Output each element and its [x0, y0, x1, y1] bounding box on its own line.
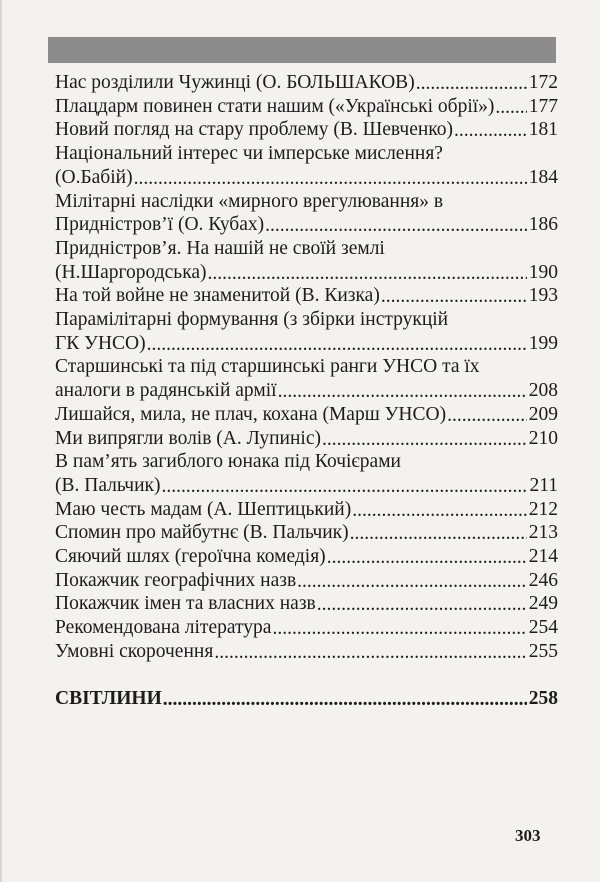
dot-leader: [208, 262, 527, 283]
toc-entry-row: [55, 166, 558, 190]
toc-entry-page: 213: [528, 522, 558, 544]
dot-leader: [134, 167, 527, 188]
toc-entry-title-line: Новий погляд на стару проблему (В. Шевченко): [55, 119, 454, 141]
dot-leader: [327, 546, 527, 567]
toc-entry-row: [55, 379, 558, 403]
toc-entry-row: [55, 118, 558, 142]
dot-leader: [147, 333, 527, 354]
dot-leader: [416, 72, 527, 93]
dot-leader: [162, 475, 528, 496]
toc-entry-row: [55, 95, 558, 119]
dot-leader: [297, 570, 527, 591]
toc-entry: [55, 450, 558, 497]
toc-entry-title-line: Покажчик географічних назв: [55, 569, 297, 591]
toc-entry-page: 209: [528, 403, 558, 425]
toc-entry-row: [55, 569, 558, 593]
toc-entry: [55, 118, 558, 142]
dot-leader: [381, 285, 527, 306]
toc-entry-page: 212: [528, 498, 558, 520]
toc-entry-title-line: Придністров’ї (О. Кубах): [55, 214, 265, 236]
toc-entry-title-line: ГК УНСО): [55, 332, 146, 354]
toc-entry-row: [55, 474, 558, 498]
toc-entry-title-line: (О.Бабій): [55, 166, 133, 188]
dot-leader: [265, 214, 527, 235]
toc-entry-title-line: Парамілітарні формування (з збірки інструкцій: [55, 309, 449, 331]
toc-entry-title-line: На той войне не знаменитой (В. Кизка): [55, 285, 380, 307]
dot-leader: [352, 499, 527, 520]
dot-leader: [447, 404, 527, 425]
toc-entry-row: [55, 687, 558, 711]
toc-entry-row: [55, 592, 558, 616]
toc-entry-page: 172: [528, 72, 558, 93]
toc-entry-page: 214: [528, 546, 558, 568]
toc-entry-title-line: В пам’ять загиблого юнака під Кочієрами: [55, 451, 401, 473]
toc-entry-row: [55, 545, 558, 569]
toc-entry-title-line: Покажчик імен та власних назв: [55, 593, 316, 615]
toc-entry-row: [55, 332, 558, 356]
toc-entry: [55, 355, 558, 402]
toc-entry-row: [55, 427, 558, 451]
toc-entry-photos: [55, 687, 558, 711]
toc-entry-row: [55, 521, 558, 545]
dot-leader: [278, 380, 527, 401]
toc-entry: [55, 592, 558, 616]
toc-entry-page: 255: [528, 640, 558, 662]
dot-leader: [317, 593, 527, 614]
toc-entry-page: 246: [528, 569, 558, 591]
toc-entry: [55, 308, 558, 355]
toc-entry-page: 211: [529, 474, 558, 496]
toc-entry-page: 181: [528, 119, 558, 141]
page-number: 303: [515, 826, 541, 845]
toc-entry: [55, 569, 558, 593]
toc-entry: [55, 427, 558, 451]
toc-entry-title-line: (В. Пальчик): [55, 474, 161, 496]
dot-leader: [350, 522, 527, 543]
toc-entry-title-line: Умовні скорочення: [55, 640, 214, 662]
toc-entry-row: [55, 640, 558, 664]
toc-entry-page: 190: [528, 261, 558, 283]
toc-entry-row: [55, 616, 558, 640]
toc-entry-row: [55, 213, 558, 237]
toc-entry-page: 208: [528, 380, 558, 402]
toc-entry-page: 186: [528, 214, 558, 236]
toc-entry: [55, 142, 558, 189]
toc-entry: [55, 521, 558, 545]
toc-entry-title-line: Старшинські та під старшинські ранги УНСО та їх: [55, 356, 480, 378]
dot-leader: [322, 428, 527, 449]
header-bar: [48, 37, 556, 63]
toc-entry: [55, 498, 558, 522]
toc-entry-title-line: Ми випрягли волів (А. Лупиніс): [55, 427, 321, 449]
dot-leader: [214, 641, 526, 662]
dot-leader: [454, 119, 527, 140]
toc-entry: [55, 403, 558, 427]
toc-entry-title-line: Рекомендована література: [55, 617, 272, 639]
toc-entry-page: 177: [528, 95, 558, 117]
toc-entry-title-line: Спомин про майбутнє (В. Пальчик): [55, 522, 349, 544]
toc-entry-page: 258: [528, 687, 558, 709]
dot-leader: [272, 617, 526, 638]
toc-entry-title-line: Придністров’я. На нашій не своїй землі: [55, 237, 385, 259]
toc-entry: [55, 616, 558, 640]
toc-entry-row: [55, 284, 558, 308]
toc-entry: [55, 284, 558, 308]
dot-leader: [495, 96, 526, 117]
toc-entry-title-line: Лишайся, мила, не плач, кохана (Марш УНСО): [55, 403, 447, 425]
toc-entry-title-line: Плацдарм повинен стати нашим («Українські обрії»): [55, 95, 495, 117]
toc-entry-row: [55, 403, 558, 427]
toc-entry-title-line: Маю честь мадам (А. Шептицький): [55, 498, 352, 520]
toc-entry-title-line: Національний інтерес чи імперське мислення?: [55, 143, 443, 165]
toc-entry: [55, 545, 558, 569]
toc-entry-page: 199: [528, 332, 558, 354]
toc-entry: [55, 237, 558, 284]
toc-entry-page: 184: [528, 166, 558, 188]
table-of-contents: [55, 71, 558, 710]
toc-entry: [55, 95, 558, 119]
toc-entry-title-line: Сяючий шлях (героїчна комедія): [55, 546, 326, 568]
toc-entry-page: 193: [528, 285, 558, 307]
toc-entry-page: 254: [528, 617, 558, 639]
toc-entry: [55, 190, 558, 237]
toc-entry-page: 210: [528, 427, 558, 449]
toc-entry-title-line: Мілітарні наслідки «мирного врегулювання» в: [55, 190, 444, 212]
toc-entry-row: [55, 261, 558, 285]
toc-entry-title-line: аналоги в радянській армії: [55, 380, 277, 402]
toc-entry: [55, 640, 558, 664]
toc-entry-page: 249: [528, 593, 558, 615]
toc-entry-title-line: Нас розділили Чужинці (О. БОЛЬШАКОВ): [55, 72, 415, 93]
toc-entry: [55, 71, 558, 95]
toc-entry-row: [55, 71, 558, 95]
toc-entry-row: [55, 498, 558, 522]
toc-entry-title-line: (Н.Шаргородська): [55, 261, 207, 283]
toc-entry-title-line: СВІТЛИНИ: [55, 687, 162, 709]
dot-leader: [163, 688, 527, 709]
